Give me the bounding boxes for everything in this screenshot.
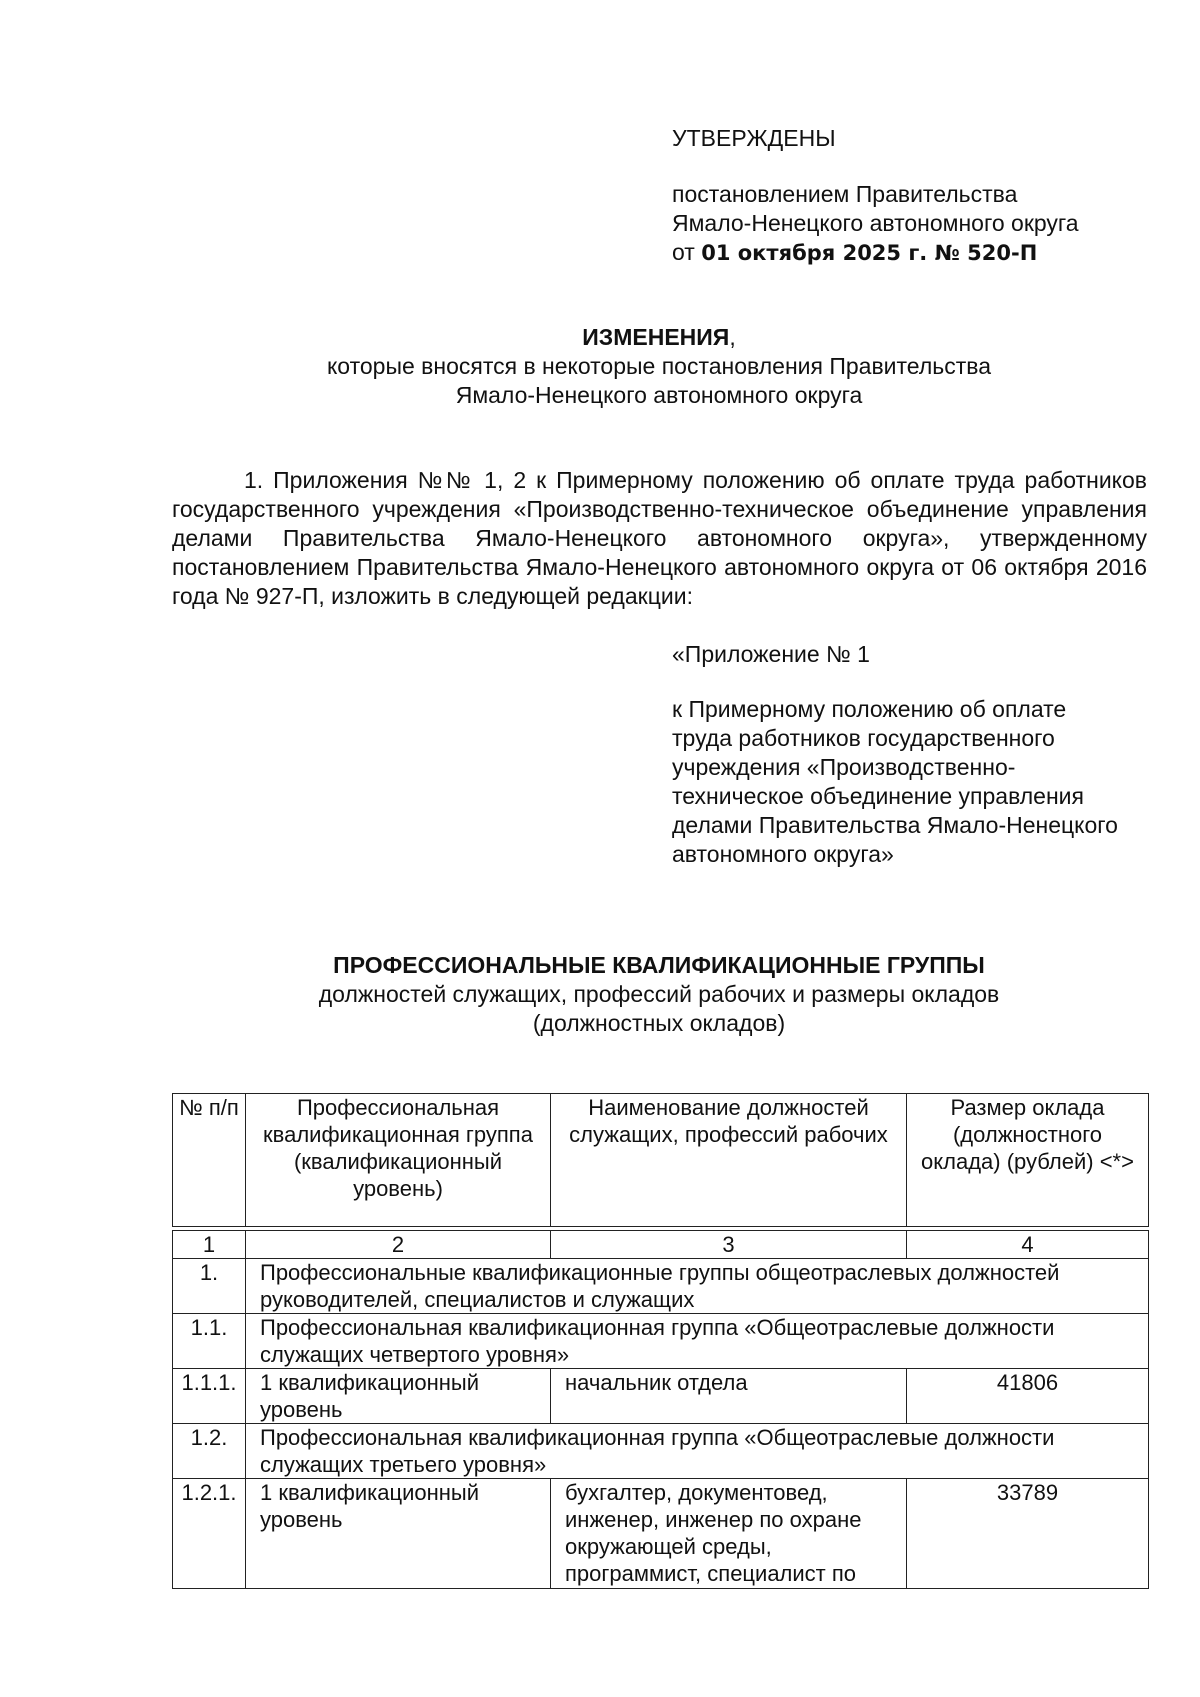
section-subtitle-2: (должностных окладов) — [532, 1010, 786, 1036]
col-number: 2 — [246, 1231, 551, 1259]
col-number: 4 — [907, 1231, 1149, 1259]
table-row — [173, 1479, 1149, 1589]
paragraph-1-text: 1. Приложения №№ 1, 2 к Примерному положению об оплате труда работников государственного учреждения «Производственно-техническое объединение управления делами Правительства Ямало-Ненецкого автономного округа», утвержденному постановлением Правительства Ямало-Ненецкого автономного округа от 06 октября 2016 года № 927-П, изложить в следующей редакции: — [172, 467, 1147, 609]
header-num: № п/п — [173, 1094, 246, 1227]
paragraph-1 — [172, 466, 1147, 611]
section-subtitle-1: должностей служащих, профессий рабочих и размеры окладов — [318, 981, 1000, 1007]
changes-heading-suffix: , — [729, 324, 736, 350]
row-num: 1.2.1. — [173, 1479, 246, 1589]
approval-date-prefix: от — [672, 239, 695, 265]
row-level: 1 квалификационный уровень — [246, 1369, 551, 1424]
table-header — [172, 1093, 1149, 1227]
row-salary: 33789 — [907, 1479, 1149, 1589]
approval-date-value: 01 октября 2025 г. № 520-П — [701, 241, 1038, 265]
section-title — [170, 951, 1148, 1038]
appendix-label: «Приложение № 1 — [672, 641, 870, 667]
appendix-block — [672, 640, 1132, 869]
table-row — [173, 1259, 1149, 1314]
changes-title — [170, 323, 1148, 410]
row-positions: начальник отдела — [551, 1369, 907, 1424]
approval-by-line1: постановлением Правительства — [672, 181, 1018, 207]
row-positions: бухгалтер, документовед, инженер, инженер по охране окружающей среды, программист, специалист по — [551, 1479, 907, 1589]
row-num: 1.1.1. — [173, 1369, 246, 1424]
table-row — [173, 1424, 1149, 1479]
table-row — [173, 1314, 1149, 1369]
column-number-row — [173, 1231, 1149, 1259]
header-salary: Размер оклада (должностного оклада) (рублей) <*> — [907, 1094, 1149, 1227]
changes-heading: ИЗМЕНЕНИЯ — [582, 324, 730, 350]
row-group-text: Профессиональная квалификационная группа «Общеотраслевые должности служащих четвертого уровня» — [246, 1314, 1149, 1369]
approval-by-line2: Ямало-Ненецкого автономного округа — [672, 210, 1079, 236]
row-level: 1 квалификационный уровень — [246, 1479, 551, 1589]
table-body — [172, 1230, 1149, 1589]
table-row — [173, 1369, 1149, 1424]
row-num: 1.1. — [173, 1314, 246, 1369]
approval-block — [672, 124, 1152, 268]
row-num: 1.2. — [173, 1424, 246, 1479]
approval-date-line — [672, 238, 1152, 268]
row-group-text: Профессиональные квалификационные группы общеотраслевых должностей руководителей, специалистов и служащих — [246, 1259, 1149, 1314]
approval-by — [672, 180, 1152, 268]
row-salary: 41806 — [907, 1369, 1149, 1424]
changes-subtitle-2: Ямало-Ненецкого автономного округа — [455, 382, 863, 408]
changes-subtitle-1: которые вносятся в некоторые постановления Правительства — [326, 353, 992, 379]
header-group: Профессиональная квалификационная группа (квалификационный уровень) — [246, 1094, 551, 1227]
row-group-text: Профессиональная квалификационная группа «Общеотраслевые должности служащих третьего уровня» — [246, 1424, 1149, 1479]
row-num: 1. — [173, 1259, 246, 1314]
col-number: 1 — [173, 1231, 246, 1259]
appendix-body: к Примерному положению об оплате труда работников государственного учреждения «Производственно-техническое объединение управления делами Правительства Ямало-Ненецкого автономного округа» — [672, 696, 1118, 867]
header-positions: Наименование должностей служащих, профессий рабочих — [551, 1094, 907, 1227]
approval-stamp: УТВЕРЖДЕНЫ — [672, 125, 836, 151]
section-heading: ПРОФЕССИОНАЛЬНЫЕ КВАЛИФИКАЦИОННЫЕ ГРУППЫ — [333, 952, 985, 978]
col-number: 3 — [551, 1231, 907, 1259]
